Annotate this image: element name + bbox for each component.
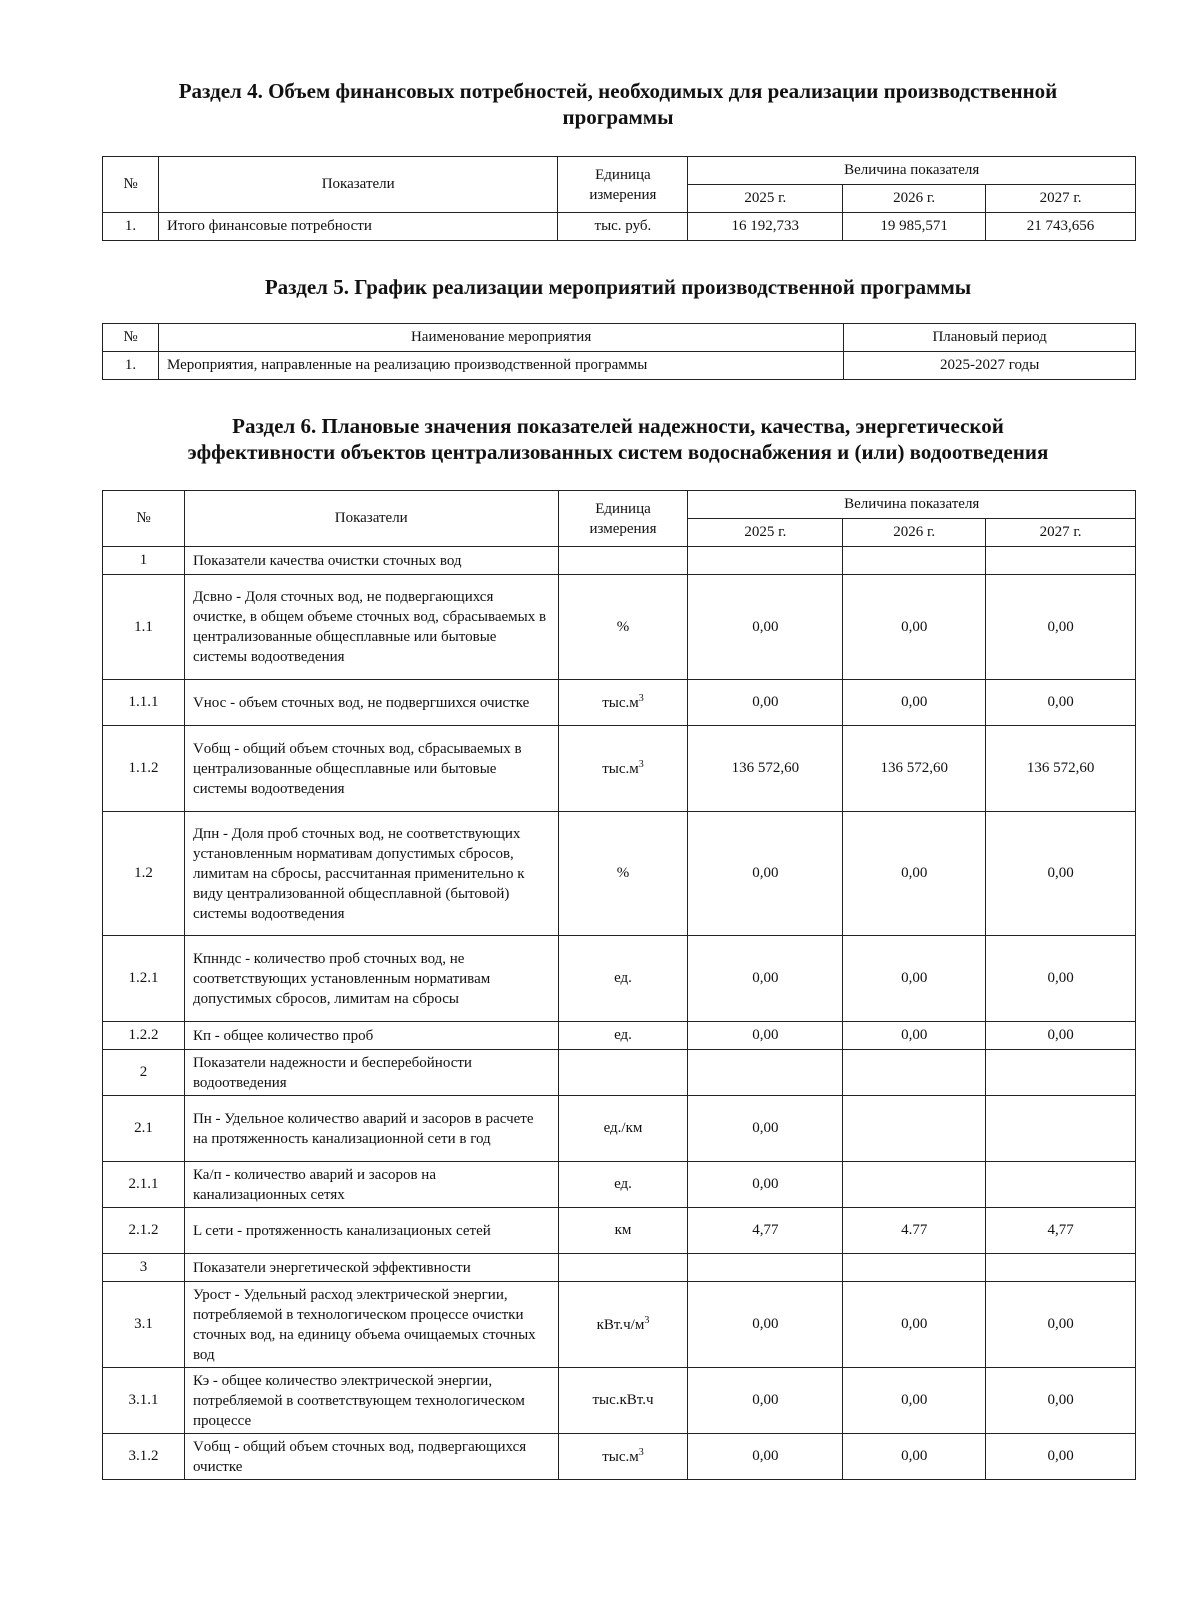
s6-row-2026: 0,00 xyxy=(843,1434,986,1480)
table-row xyxy=(103,1368,1136,1434)
s6-row-2027: 0,00 xyxy=(986,1282,1136,1368)
s6-row-2025: 4,77 xyxy=(688,1208,843,1254)
s6-row-2027: 0,00 xyxy=(986,680,1136,726)
table-row xyxy=(103,213,1136,241)
s6-row-num: 2.1.1 xyxy=(103,1162,185,1208)
section6-title-line1: Раздел 6. Плановые значения показателей надежности, качества, энергетической xyxy=(232,414,1004,438)
s6-row-unit xyxy=(558,1050,688,1096)
s6-row-2025 xyxy=(688,1050,843,1096)
s4-header-unit-l1: Единица xyxy=(595,166,651,183)
table-row xyxy=(103,1162,1136,1208)
s6-row-2025 xyxy=(688,1254,843,1282)
s6-row-2025: 0,00 xyxy=(688,1368,843,1434)
s6-row-name: Vобщ - общий объем сточных вод, сбрасываемых в централизованные общесплавные или бытовые системы водоотведения xyxy=(184,726,558,812)
s6-row-2026 xyxy=(843,1096,986,1162)
s6-row-name: Дпн - Доля проб сточных вод, не соответствующих установленным нормативам допустимых сбросов, лимитам на сбросы, рассчитанная применительно к виду централизованной общесплавной (бытовой) системы водоотведения xyxy=(184,812,558,936)
s6-row-num: 1.2.1 xyxy=(103,936,185,1022)
s6-row-unit xyxy=(558,1162,688,1208)
s4-header-2027: 2027 г. xyxy=(986,185,1136,213)
s6-row-unit-superscript: 3 xyxy=(638,759,644,770)
s6-header-unit xyxy=(558,491,688,547)
s4-header-value: Величина показателя xyxy=(688,157,1136,185)
table-row xyxy=(103,1022,1136,1050)
s6-row-name: Дсвно - Доля сточных вод, не подвергающихся очистке, в общем объеме сточных вод, сбрасываемых в централизованные общесплавные или бытовые системы водоотведения xyxy=(184,575,558,680)
s4-row-unit: тыс. руб. xyxy=(558,213,688,241)
section4-title-line2: программы xyxy=(562,105,674,129)
s5-header-num: № xyxy=(103,324,159,352)
s6-row-2026: 0,00 xyxy=(843,812,986,936)
s6-row-unit-superscript: 3 xyxy=(638,693,644,704)
section5-title: Раздел 5. График реализации мероприятий производственной программы xyxy=(264,275,972,299)
s6-row-unit xyxy=(558,1434,688,1480)
section6-title-line2: эффективности объектов централизованных систем водоснабжения и (или) водоотведения xyxy=(187,440,1049,464)
s6-row-name: Vнос - объем сточных вод, не подвергшихся очистке xyxy=(184,680,558,726)
s6-header-unit-l1: Единица xyxy=(595,500,651,517)
s6-header-indicator: Показатели xyxy=(184,491,558,547)
s6-row-unit xyxy=(558,1254,688,1282)
s6-row-2025: 0,00 xyxy=(688,812,843,936)
s6-row-name: Ка/п - количество аварий и засоров на канализационных сетях xyxy=(184,1162,558,1208)
s6-row-2027: 0,00 xyxy=(986,1022,1136,1050)
s6-row-unit xyxy=(558,1022,688,1050)
s6-row-num: 2 xyxy=(103,1050,185,1096)
s6-row-unit-text: тыс.м xyxy=(602,695,639,711)
s6-row-unit xyxy=(558,812,688,936)
s6-row-2027 xyxy=(986,1162,1136,1208)
section6-table xyxy=(102,490,1136,1480)
s6-row-2027: 0,00 xyxy=(986,1368,1136,1434)
s6-row-unit-text: ед./км xyxy=(603,1120,643,1136)
s6-row-2026 xyxy=(843,1254,986,1282)
s6-row-num: 3.1.1 xyxy=(103,1368,185,1434)
s6-row-num: 1.2.2 xyxy=(103,1022,185,1050)
s6-row-2025: 0,00 xyxy=(688,936,843,1022)
s6-row-2026: 0,00 xyxy=(843,575,986,680)
s6-row-2027 xyxy=(986,547,1136,575)
s6-row-unit-text: км xyxy=(614,1222,632,1238)
s5-row-period: 2025-2027 годы xyxy=(844,352,1136,380)
s5-header-period: Плановый период xyxy=(844,324,1136,352)
s6-row-2025: 0,00 xyxy=(688,1162,843,1208)
s6-header-2027: 2027 г. xyxy=(986,519,1136,547)
s6-row-2025: 0,00 xyxy=(688,1434,843,1480)
s6-row-name: Показатели энергетической эффективности xyxy=(184,1254,558,1282)
s6-row-unit-text: ед. xyxy=(614,1176,632,1192)
s6-row-unit-text: тыс.м xyxy=(602,1449,639,1465)
section6-table-body xyxy=(103,547,1136,1480)
table-row xyxy=(103,547,1136,575)
s6-header-unit-l2: измерения xyxy=(589,520,657,537)
s4-header-unit xyxy=(558,157,688,213)
s6-row-num: 1.2 xyxy=(103,812,185,936)
s6-row-name: L сети - протяженность канализационых сетей xyxy=(184,1208,558,1254)
table-row xyxy=(103,1096,1136,1162)
s5-header-name: Наименование мероприятия xyxy=(158,324,843,352)
table-row xyxy=(103,1434,1136,1480)
s4-header-unit-l2: измерения xyxy=(589,186,657,203)
s6-row-2027: 4,77 xyxy=(986,1208,1136,1254)
s6-row-name: Показатели качества очистки сточных вод xyxy=(184,547,558,575)
s6-row-unit xyxy=(558,1208,688,1254)
s6-row-2026: 0,00 xyxy=(843,680,986,726)
s6-row-2025: 0,00 xyxy=(688,575,843,680)
s6-row-2026 xyxy=(843,547,986,575)
s6-row-2025 xyxy=(688,547,843,575)
s6-row-num: 1.1.2 xyxy=(103,726,185,812)
s6-row-num: 3 xyxy=(103,1254,185,1282)
s6-row-num: 3.1.2 xyxy=(103,1434,185,1480)
section4-table xyxy=(102,156,1136,241)
s6-row-name: Кпнндс - количество проб сточных вод, не соответствующих установленным нормативам допустимых сбросов, лимитам на сбросы xyxy=(184,936,558,1022)
s4-header-indicator: Показатели xyxy=(158,157,558,213)
s6-row-unit-text: % xyxy=(616,618,630,635)
s6-row-name: Урост - Удельный расход электрической энергии, потребляемой в технологическом процессе очистки сточных вод, на единицу объема очищаемых сточных вод xyxy=(184,1282,558,1368)
s6-row-name: Показатели надежности и бесперебойности водоотведения xyxy=(184,1050,558,1096)
s6-row-unit xyxy=(558,575,688,680)
s4-row-2025: 16 192,733 xyxy=(688,213,843,241)
table-row xyxy=(103,1050,1136,1096)
s6-row-unit xyxy=(558,1368,688,1434)
section4-title xyxy=(100,78,1136,130)
s6-row-unit-superscript: 3 xyxy=(638,1447,644,1458)
s6-row-2026: 0,00 xyxy=(843,1368,986,1434)
s5-row-num: 1. xyxy=(103,352,159,380)
s6-row-name: Кэ - общее количество электрической энергии, потребляемой в соответствующем технологическом процессе xyxy=(184,1368,558,1434)
s6-row-num: 1.1.1 xyxy=(103,680,185,726)
s4-row-2027: 21 743,656 xyxy=(986,213,1136,241)
table-row xyxy=(103,1208,1136,1254)
s6-row-unit-text: кВт.ч/м xyxy=(596,1317,645,1333)
s4-row-2026: 19 985,571 xyxy=(843,213,986,241)
s6-row-num: 1 xyxy=(103,547,185,575)
s6-row-unit-text: тыс.м xyxy=(602,761,639,777)
s6-row-name: Пн - Удельное количество аварий и засоров в расчете на протяженность канализационной сети в год xyxy=(184,1096,558,1162)
s6-row-unit-text: % xyxy=(616,865,630,881)
section4-title-line1: Раздел 4. Объем финансовых потребностей, необходимых для реализации производственной xyxy=(178,79,1058,103)
s6-row-unit xyxy=(558,1096,688,1162)
s6-row-2027: 0,00 xyxy=(986,575,1136,680)
s6-row-unit-text: ед. xyxy=(614,970,632,986)
s6-row-2026: 0,00 xyxy=(843,1282,986,1368)
s4-header-2026: 2026 г. xyxy=(843,185,986,213)
s6-row-name: Vобщ - общий объем сточных вод, подвергающихся очистке xyxy=(184,1434,558,1480)
table-row xyxy=(103,575,1136,680)
s6-row-2025: 0,00 xyxy=(688,1022,843,1050)
s6-row-unit xyxy=(558,726,688,812)
s6-row-2026: 0,00 xyxy=(843,1022,986,1050)
s6-row-2025: 0,00 xyxy=(688,680,843,726)
table-row xyxy=(103,1282,1136,1368)
s6-row-unit xyxy=(558,547,688,575)
s6-row-unit xyxy=(558,1282,688,1368)
s6-row-2025: 136 572,60 xyxy=(688,726,843,812)
s6-row-2026: 136 572,60 xyxy=(843,726,986,812)
section6-title xyxy=(100,413,1136,465)
s4-row-name: Итого финансовые потребности xyxy=(158,213,558,241)
s6-row-unit-text: тыс.кВт.ч xyxy=(592,1392,654,1408)
s6-row-num: 1.1 xyxy=(103,575,185,680)
table-row xyxy=(103,936,1136,1022)
s6-row-2027: 0,00 xyxy=(986,1434,1136,1480)
s6-row-2027 xyxy=(986,1254,1136,1282)
s6-row-2026: 0,00 xyxy=(843,936,986,1022)
s4-header-2025: 2025 г. xyxy=(688,185,843,213)
s6-row-2025: 0,00 xyxy=(688,1096,843,1162)
table-row xyxy=(103,352,1136,380)
s6-row-unit xyxy=(558,680,688,726)
table-row xyxy=(103,812,1136,936)
s6-row-num: 2.1.2 xyxy=(103,1208,185,1254)
s4-header-num: № xyxy=(103,157,159,213)
s5-row-name: Мероприятия, направленные на реализацию производственной программы xyxy=(158,352,843,380)
s6-row-2027: 136 572,60 xyxy=(986,726,1136,812)
s6-header-value: Величина показателя xyxy=(688,491,1136,519)
s6-row-2027: 0,00 xyxy=(986,936,1136,1022)
s6-row-2027: 0,00 xyxy=(986,812,1136,936)
s6-header-2026: 2026 г. xyxy=(843,519,986,547)
section5-table xyxy=(102,323,1136,380)
s6-header-2025: 2025 г. xyxy=(688,519,843,547)
s6-row-name: Кп - общее количество проб xyxy=(184,1022,558,1050)
s6-header-num: № xyxy=(103,491,185,547)
s6-row-2027 xyxy=(986,1050,1136,1096)
table-row xyxy=(103,680,1136,726)
table-row xyxy=(103,726,1136,812)
s6-row-2027 xyxy=(986,1096,1136,1162)
s6-row-unit-text: ед. xyxy=(614,1027,632,1043)
s6-row-2026: 4.77 xyxy=(843,1208,986,1254)
s6-row-num: 3.1 xyxy=(103,1282,185,1368)
s6-row-2025: 0,00 xyxy=(688,1282,843,1368)
s6-row-unit xyxy=(558,936,688,1022)
s6-row-2026 xyxy=(843,1162,986,1208)
s6-row-unit-superscript: 3 xyxy=(644,1315,650,1326)
s4-row-num: 1. xyxy=(103,213,159,241)
s6-row-2026 xyxy=(843,1050,986,1096)
table-row xyxy=(103,1254,1136,1282)
s6-row-num: 2.1 xyxy=(103,1096,185,1162)
